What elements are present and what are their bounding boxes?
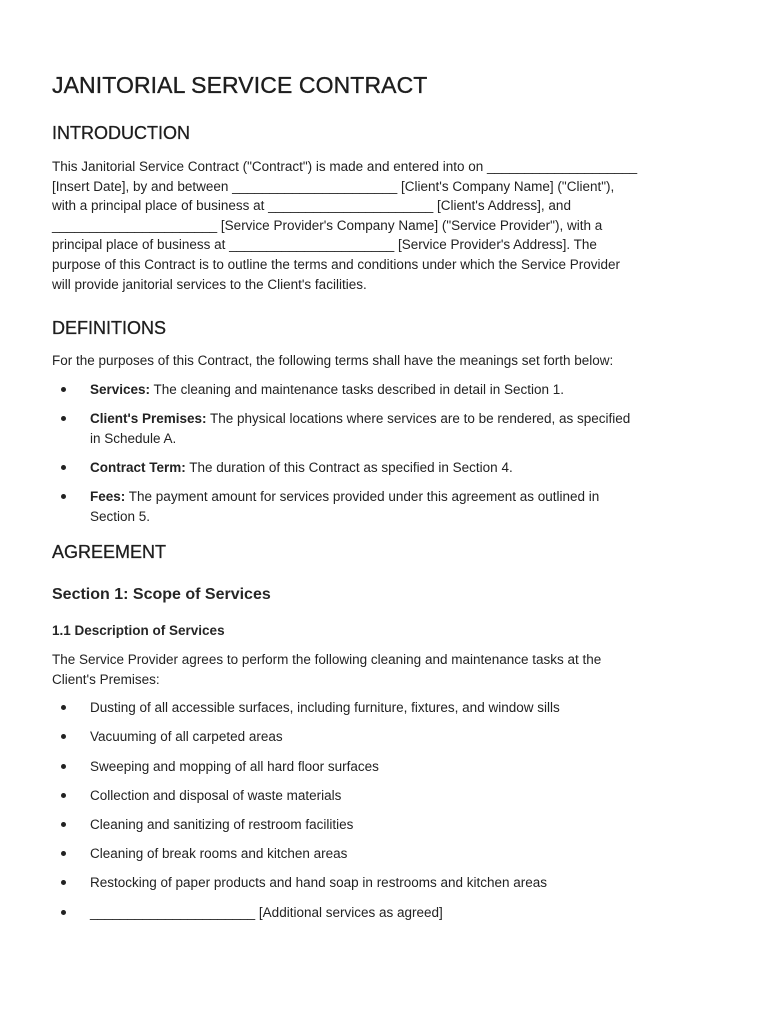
definitions-heading: DEFINITIONS: [52, 318, 167, 339]
bullet-icon: [61, 822, 66, 827]
service-item: [52, 698, 722, 718]
bullet-icon: [61, 465, 66, 470]
definition-text: The payment amount for services provided under this agreement as outlined in: [125, 488, 600, 504]
document-title: JANITORIAL SERVICE CONTRACT: [52, 72, 428, 98]
bullet-icon: [61, 416, 66, 421]
definitions-list: [52, 380, 722, 526]
section-1-heading: Section 1: Scope of Services: [52, 586, 271, 604]
introduction-paragraph: [52, 157, 722, 294]
services-lead-line: The Service Provider agrees to perform the following cleaning and maintenance tasks at the: [52, 652, 602, 668]
service-text: Vacuuming of all carpeted areas: [90, 729, 283, 745]
service-text: Restocking of paper products and hand soap in restrooms and kitchen areas: [90, 875, 548, 891]
definition-text-cont: Section 5.: [90, 508, 151, 524]
service-text: Cleaning and sanitizing of restroom facilities: [90, 817, 354, 833]
definition-item: [52, 380, 722, 400]
agreement-heading: AGREEMENT: [52, 542, 167, 563]
bullet-icon: [61, 734, 66, 739]
bullet-icon: [61, 793, 66, 798]
service-text: ______________________ [Additional services as agreed]: [90, 904, 443, 920]
definition-item: [52, 409, 722, 448]
definition-text-cont: in Schedule A.: [90, 430, 177, 446]
definition-text: The physical locations where services are to be rendered, as specified: [206, 410, 631, 426]
service-item: [52, 844, 722, 864]
definition-item: [52, 458, 722, 478]
definition-term: Contract Term:: [90, 459, 186, 475]
service-item: [52, 757, 722, 777]
intro-line: ______________________ [Service Provider's Company Name] ("Service Provider"), with a: [52, 217, 603, 233]
intro-line: This Janitorial Service Contract ("Contract") is made and entered into on ____________________: [52, 159, 638, 174]
intro-line: with a principal place of business at ______________________ [Client's Address], and: [52, 198, 571, 214]
service-item: [52, 786, 722, 806]
definition-term: Fees:: [90, 488, 126, 504]
bullet-icon: [61, 705, 66, 710]
services-lead: [52, 650, 722, 689]
service-text: Sweeping and mopping of all hard floor surfaces: [90, 758, 379, 774]
service-item: [52, 727, 722, 747]
services-list: [52, 698, 722, 922]
subsection-1-1-heading: 1.1 Description of Services: [52, 623, 225, 639]
definition-item: [52, 487, 722, 526]
bullet-icon: [61, 764, 66, 769]
document-page: [52, 70, 722, 932]
bullet-icon: [61, 880, 66, 885]
definition-text: The cleaning and maintenance tasks described in detail in Section 1.: [150, 381, 565, 397]
definition-term: Services:: [90, 381, 151, 397]
intro-line: [Insert Date], by and between ______________________ [Client's Company Name] ("Client"),: [52, 178, 615, 194]
intro-line: will provide janitorial services to the Client's facilities.: [52, 276, 367, 292]
service-text: Collection and disposal of waste materials: [90, 787, 342, 803]
bullet-icon: [61, 910, 66, 915]
service-item: [52, 815, 722, 835]
definitions-lead: For the purposes of this Contract, the following terms shall have the meanings set forth below:: [52, 353, 614, 369]
service-item: [52, 903, 722, 923]
services-lead-line: Client's Premises:: [52, 671, 160, 687]
bullet-icon: [61, 494, 66, 499]
bullet-icon: [61, 387, 66, 392]
definition-text: The duration of this Contract as specified in Section 4.: [185, 459, 513, 475]
introduction-heading: INTRODUCTION: [52, 123, 190, 143]
service-item: [52, 873, 722, 893]
intro-line: purpose of this Contract is to outline the terms and conditions under which the Service Provider: [52, 256, 621, 272]
service-text: Dusting of all accessible surfaces, including furniture, fixtures, and window sills: [90, 700, 560, 716]
service-text: Cleaning of break rooms and kitchen areas: [90, 846, 348, 862]
intro-line: principal place of business at ______________________ [Service Provider's Address]. The: [52, 237, 597, 253]
bullet-icon: [61, 851, 66, 856]
definition-term: Client's Premises:: [90, 410, 207, 426]
